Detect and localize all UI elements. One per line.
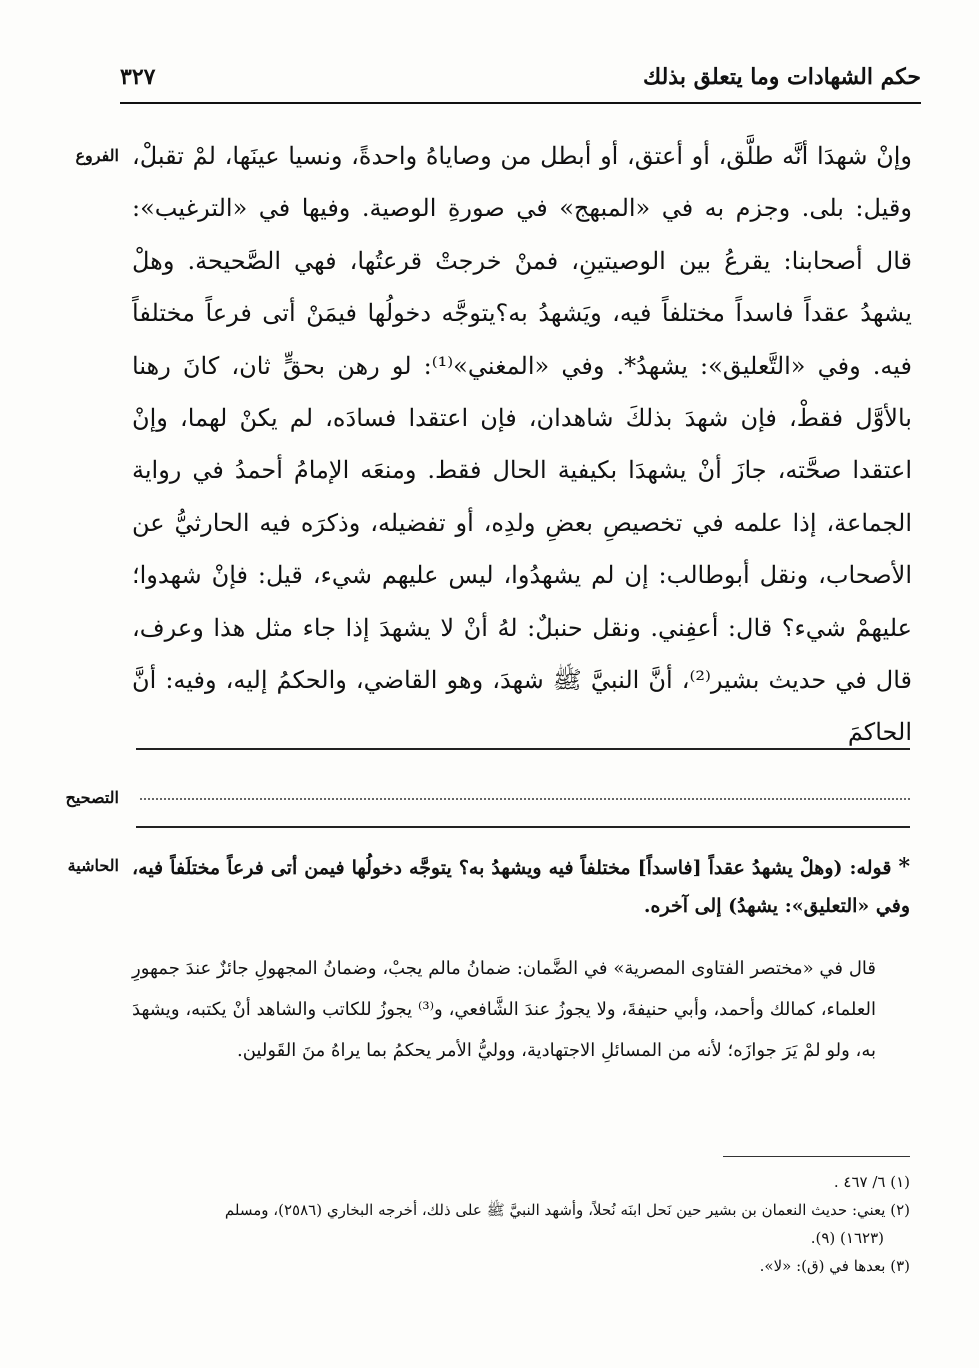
running-title: حكم الشهادات وما يتعلق بذلك bbox=[643, 64, 921, 90]
main-body-text: وإنْ شهدَا أنَّه طلَّق، أو أعتق، أو أبطل من وصاياهُ واحدةً، ونسيا عينَها، لمْ تقبلْ، وقيل: بلى. وجزم به في «المبهج» في صورةِ الوصية. وفيها في «الترغيب»: قال أصحابنا: يقرعُ بين الوصيتينِ، فمنْ خرجتْ قرعتُها، فهي الصَّحيحة. وهلْ يشهدُ عقداً فاسداً مختلفاً فيه، ويَشهدُ به؟يتوجَّه دخولُها فيمَنْ أتى فرعاً مختلفاً فيه. وفي «التَّعليق»: يشهدُ*. وفي «المغني»⁽¹⁾: لو رهن بحقٍّ ثان، كانَ رهنا بالأوَّل فقطْ، فإن شهدَ بذلكَ شاهدان، فإن اعتقدا فسادَه، لم يكنْ لهما، وإنْ اعتقدا صحَّته، جازَ أنْ يشهدَا بكيفية الحال فقط. ومنعَه الإمامُ أحمدُ في رواية الجماعة، إذا علمه في تخصيصِ بعضِ ولدِه، أو تفضيله، وذكرَه فيه الحارثيُّ عن الأصحاب، ونقل أبوطالب: إن لم يشهدُوا، ليس عليهم شيء، قيل: فإنْ شهدوا؛ عليهمْ شيء؟ قال: أعفِني. ونقل حنبلٌ: لهُ أنْ لا يشهدَ إذا جاء مثل هذا وعرف، قال في حديث بشير⁽²⁾، أنَّ النبيَّ ﷺ شهدَ، وهو القاضي، والحكمُ إليه، وفيه: أنَّ الحاكمَ bbox=[132, 142, 913, 747]
asterisk-marker: * bbox=[898, 854, 910, 880]
footnote-separator bbox=[723, 1156, 910, 1157]
label-hashiya: الحاشية bbox=[67, 856, 119, 875]
page-header bbox=[120, 62, 921, 104]
page-number: ٣٢٧ bbox=[120, 64, 156, 90]
divider-bottom bbox=[136, 826, 910, 828]
footnotes bbox=[132, 1168, 910, 1280]
tashih-dotted-line bbox=[140, 798, 910, 800]
divider-top bbox=[136, 748, 910, 750]
hashiya-quote bbox=[132, 848, 910, 925]
footnote-1: (١) ٦/ ٤٦٧ . bbox=[833, 1173, 910, 1191]
hashiya-body-text: قال في «مختصر الفتاوى المصرية» في الضَّمان: ضمانُ مالم يجبْ، وضمانُ المجهولِ جائزٌ عندَ جمهورِ العلماء، كمالك وأحمد، وأبي حنيفةَ، ولا يجوزُ عندَ الشَّافعي، و⁽³⁾ يجوزُ للكاتب والشاهد أنْ يكتبه، ويشهدَ به، ولو لمْ يَرَ جوازَه؛ لأنه من المسائلِ الاجتهادية، ووليُّ الأمر يحكمُ بما يراهُ منَ القَولين. bbox=[132, 958, 876, 1061]
label-furu: الفروع bbox=[75, 146, 119, 165]
footnote-3: (٣) بعدها في (ق): «لا». bbox=[759, 1257, 910, 1275]
footnote-2-line-2: (١٦٢٣) (٩). bbox=[810, 1229, 884, 1247]
label-tashih: التصحيح bbox=[65, 788, 119, 807]
hashiya-quote-text: قوله: (وهلْ يشهدُ عقداً [فاسداً] مختلفاً فيه ويشهدُ به؟ يتوجَّه دخولُها فيمن أتى فرعاً مختلَفاً فيه، وفي «التعليق»: يشهدُ) إلى آخره. bbox=[132, 857, 910, 917]
footnote-2-line-1: (٢) يعني: حديث النعمان بن بشير حين نَحل ابنَه نُحلاً، وأشهد النبيَّ ﷺ على ذلك، أخرجه البخاري (٢٥٨٦)، ومسلم bbox=[224, 1201, 910, 1219]
